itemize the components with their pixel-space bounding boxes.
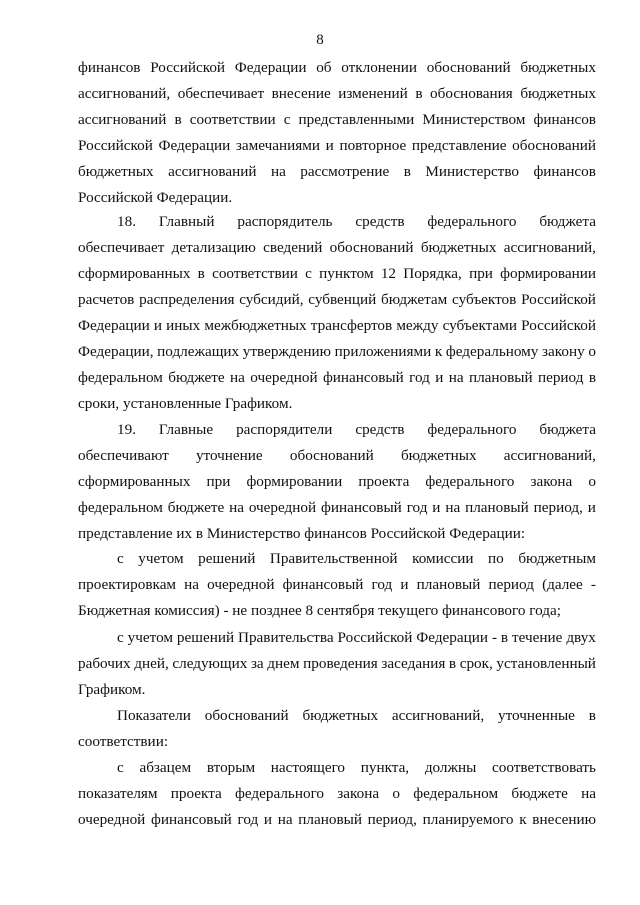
- word: представление: [411, 137, 507, 154]
- word: дней,: [134, 655, 169, 672]
- word: очередной: [248, 499, 317, 516]
- word: с: [305, 265, 312, 282]
- word: сформированных: [78, 265, 191, 282]
- word: распределения: [139, 291, 235, 308]
- text-line: [78, 576, 596, 594]
- word: расчетов: [78, 291, 135, 308]
- word: соответствии: [212, 265, 298, 282]
- word: в: [448, 655, 457, 672]
- word: на: [229, 499, 244, 516]
- word: плановый: [298, 811, 362, 828]
- word: ассигнований: [168, 163, 257, 180]
- word: Федерации: [416, 629, 489, 646]
- word: обоснований: [204, 707, 289, 724]
- word: обоснований: [329, 239, 414, 256]
- word: течение: [512, 629, 563, 646]
- text-line: [78, 111, 596, 129]
- word: финансов: [78, 59, 141, 76]
- word: следующих: [172, 655, 248, 672]
- word: Правительства: [238, 629, 334, 646]
- word: обеспечивает: [78, 239, 165, 256]
- word: соответствии: [189, 111, 276, 128]
- word: средств: [355, 421, 405, 438]
- word: к: [519, 811, 527, 828]
- word: Показатели: [117, 707, 191, 724]
- word: учетом: [127, 629, 173, 646]
- word: субсидий,: [239, 291, 304, 308]
- text-line: представление их в Министерство финансов Российской Федерации:: [78, 525, 526, 542]
- word: при: [469, 265, 493, 282]
- word: ассигнований,: [391, 707, 485, 724]
- word: в: [403, 163, 411, 180]
- word: внесению: [532, 811, 596, 828]
- word: бюджетных: [78, 163, 154, 180]
- word: с: [117, 759, 124, 776]
- word: закона: [530, 473, 573, 490]
- word: проектировкам: [78, 576, 177, 593]
- word: Министерство: [425, 163, 519, 180]
- text-line: [78, 499, 596, 517]
- word: обоснований: [512, 137, 596, 154]
- word: днем: [267, 655, 300, 672]
- word: межбюджетных: [204, 317, 307, 334]
- word: отклонении: [341, 59, 418, 76]
- word: пункта,: [360, 759, 410, 776]
- word: учетом: [138, 550, 184, 567]
- word: и: [263, 811, 273, 828]
- word: Российской: [78, 137, 153, 154]
- word: и: [435, 369, 444, 386]
- word: пунктом: [319, 265, 374, 282]
- word: приложениями: [334, 343, 432, 360]
- text-line: Графиком.: [78, 681, 146, 698]
- word: обоснований: [426, 59, 511, 76]
- word: 18.: [117, 213, 136, 230]
- word: на: [277, 811, 293, 828]
- word: формировании: [500, 265, 596, 282]
- word: Главный: [158, 213, 215, 230]
- word: период,: [533, 499, 583, 516]
- word: комиссии: [412, 550, 474, 567]
- word: распорядитель: [237, 213, 333, 230]
- word: между: [396, 317, 439, 334]
- word: очередной: [207, 576, 275, 593]
- word: рассмотрение: [300, 163, 390, 180]
- word: бюджете: [511, 785, 568, 802]
- word: и: [432, 499, 441, 516]
- word: субъектами: [442, 317, 517, 334]
- word: установленный: [496, 655, 596, 672]
- word: 12: [380, 265, 396, 282]
- text-line: [117, 421, 596, 439]
- word: о: [588, 473, 596, 490]
- word: Главные: [158, 421, 214, 438]
- word: Порядка,: [403, 265, 462, 282]
- word: планируемого: [422, 811, 514, 828]
- word: об: [316, 59, 332, 76]
- text-line: [78, 163, 596, 181]
- text-line: [117, 550, 596, 568]
- word: распорядители: [236, 421, 333, 438]
- word: должны: [424, 759, 477, 776]
- word: ассигнований,: [503, 239, 596, 256]
- word: в: [588, 369, 596, 386]
- word: с: [283, 111, 291, 128]
- text-line: соответствии:: [78, 733, 169, 750]
- word: очередной: [250, 369, 318, 386]
- word: Российской: [521, 317, 596, 334]
- word: на: [270, 163, 286, 180]
- page-number: 8: [316, 32, 324, 48]
- word: формировании: [246, 473, 343, 490]
- word: заседания: [381, 655, 446, 672]
- word: в: [197, 265, 205, 282]
- word: обоснований: [289, 447, 374, 464]
- word: Федерации,: [78, 343, 154, 360]
- word: вторым: [206, 759, 256, 776]
- word: федерального: [427, 213, 517, 230]
- word: иных: [166, 317, 201, 334]
- word: к: [434, 343, 443, 360]
- text-line: [78, 473, 596, 491]
- word: Федерации: [234, 59, 307, 76]
- word: (далее: [542, 576, 583, 593]
- word: Российской: [150, 59, 226, 76]
- word: Российской: [337, 629, 413, 646]
- word: ассигнований,: [78, 85, 171, 102]
- word: в: [415, 85, 423, 102]
- word: Федерации: [158, 137, 231, 154]
- word: обеспечивает: [177, 85, 265, 102]
- word: субвенций: [308, 291, 377, 308]
- word: и: [587, 499, 596, 516]
- word: внесение: [271, 85, 331, 102]
- text-line: [78, 343, 596, 361]
- word: бюджетных: [520, 85, 596, 102]
- word: изменений: [338, 85, 408, 102]
- word: финансовый: [150, 811, 232, 828]
- word: обоснования: [430, 85, 513, 102]
- word: и: [153, 317, 163, 334]
- word: Российской: [521, 291, 596, 308]
- word: с: [117, 550, 124, 567]
- word: в: [588, 707, 596, 724]
- word: сформированных: [78, 473, 191, 490]
- text-line: [78, 239, 596, 257]
- word: повторное: [339, 137, 407, 154]
- word: закону: [542, 343, 585, 360]
- word: на: [184, 576, 200, 593]
- word: 19.: [117, 421, 136, 438]
- word: рабочих: [78, 655, 131, 672]
- text-line: [78, 655, 596, 673]
- word: бюджетным: [518, 550, 596, 567]
- word: год: [406, 499, 428, 516]
- word: бюджете: [168, 369, 225, 386]
- text-line: [78, 85, 596, 103]
- word: Министерством: [422, 111, 526, 128]
- word: проекта: [358, 473, 410, 490]
- word: в: [174, 111, 182, 128]
- text-line: [117, 213, 596, 231]
- word: федеральному: [445, 343, 539, 360]
- word: бюджета: [539, 213, 596, 230]
- word: по: [488, 550, 504, 567]
- text-line: [78, 137, 596, 155]
- text-line: сроки, установленные Графиком.: [78, 395, 293, 412]
- word: на: [230, 369, 245, 386]
- text-line: [117, 629, 596, 647]
- word: субъектов: [452, 291, 517, 308]
- word: детализацию: [171, 239, 256, 256]
- word: двух: [566, 629, 596, 646]
- text-line: [78, 785, 596, 803]
- word: год: [237, 811, 259, 828]
- word: -: [491, 629, 497, 646]
- word: плановый: [416, 576, 481, 593]
- word: замечаниями: [235, 137, 320, 154]
- word: средств: [355, 213, 405, 230]
- word: о: [392, 785, 400, 802]
- word: период: [537, 369, 584, 386]
- word: бюджетных: [302, 707, 379, 724]
- word: уточнение: [195, 447, 263, 464]
- word: проведения: [303, 655, 378, 672]
- text-line: [78, 59, 596, 77]
- word: соответствовать: [492, 759, 596, 776]
- word: сведений: [263, 239, 323, 256]
- word: решений: [198, 550, 256, 567]
- word: бюджетных: [400, 447, 477, 464]
- text-line: [117, 759, 596, 777]
- word: период,: [367, 811, 417, 828]
- text-line: [78, 317, 596, 335]
- word: с: [117, 629, 124, 646]
- word: бюджетам: [381, 291, 448, 308]
- word: финансов: [533, 163, 596, 180]
- word: показателям: [78, 785, 158, 802]
- word: год: [409, 369, 430, 386]
- word: настоящего: [270, 759, 346, 776]
- text-line: [78, 811, 596, 829]
- word: обеспечивают: [78, 447, 169, 464]
- word: и: [400, 576, 409, 593]
- word: на: [448, 369, 464, 386]
- word: финансовый: [322, 369, 404, 386]
- word: -: [590, 576, 596, 593]
- word: на: [581, 785, 596, 802]
- text-line: [78, 291, 596, 309]
- text-line: [78, 369, 596, 387]
- word: федеральном: [78, 499, 163, 516]
- text-line: [117, 707, 596, 725]
- word: федеральном: [413, 785, 499, 802]
- text-line: Бюджетная комиссия) - не позднее 8 сентября текущего финансового года;: [78, 602, 561, 619]
- word: трансфертов: [310, 317, 393, 334]
- word: плановый: [468, 369, 533, 386]
- text-line: Российской Федерации.: [78, 189, 233, 206]
- word: ассигнований,: [503, 447, 596, 464]
- word: год: [371, 576, 393, 593]
- word: финансов: [533, 111, 596, 128]
- word: абзацем: [139, 759, 192, 776]
- word: за: [250, 655, 264, 672]
- word: Федерации: [78, 317, 150, 334]
- word: уточненные: [497, 707, 575, 724]
- word: решений: [176, 629, 235, 646]
- word: финансовый: [282, 576, 364, 593]
- text-line: [78, 265, 596, 283]
- word: проекта: [170, 785, 222, 802]
- word: период: [488, 576, 534, 593]
- word: очередной: [78, 811, 146, 828]
- word: федеральном: [78, 369, 163, 386]
- text-line: [78, 447, 596, 465]
- word: на: [445, 499, 461, 516]
- word: при: [206, 473, 231, 490]
- word: федерального: [235, 785, 325, 802]
- word: Правительственной: [269, 550, 398, 567]
- word: подлежащих: [157, 343, 240, 360]
- word: федерального: [425, 473, 515, 490]
- word: бюджете: [167, 499, 225, 516]
- word: финансовый: [321, 499, 402, 516]
- word: плановый: [465, 499, 529, 516]
- word: о: [588, 343, 596, 360]
- word: ассигнований: [78, 111, 167, 128]
- word: закона: [337, 785, 380, 802]
- word: в: [500, 629, 509, 646]
- word: утверждению: [242, 343, 331, 360]
- word: бюджетных: [520, 59, 596, 76]
- word: и: [325, 137, 334, 154]
- word: представленными: [298, 111, 415, 128]
- word: федерального: [427, 421, 517, 438]
- word: бюджетных: [420, 239, 497, 256]
- word: срок,: [459, 655, 493, 672]
- word: бюджета: [539, 421, 596, 438]
